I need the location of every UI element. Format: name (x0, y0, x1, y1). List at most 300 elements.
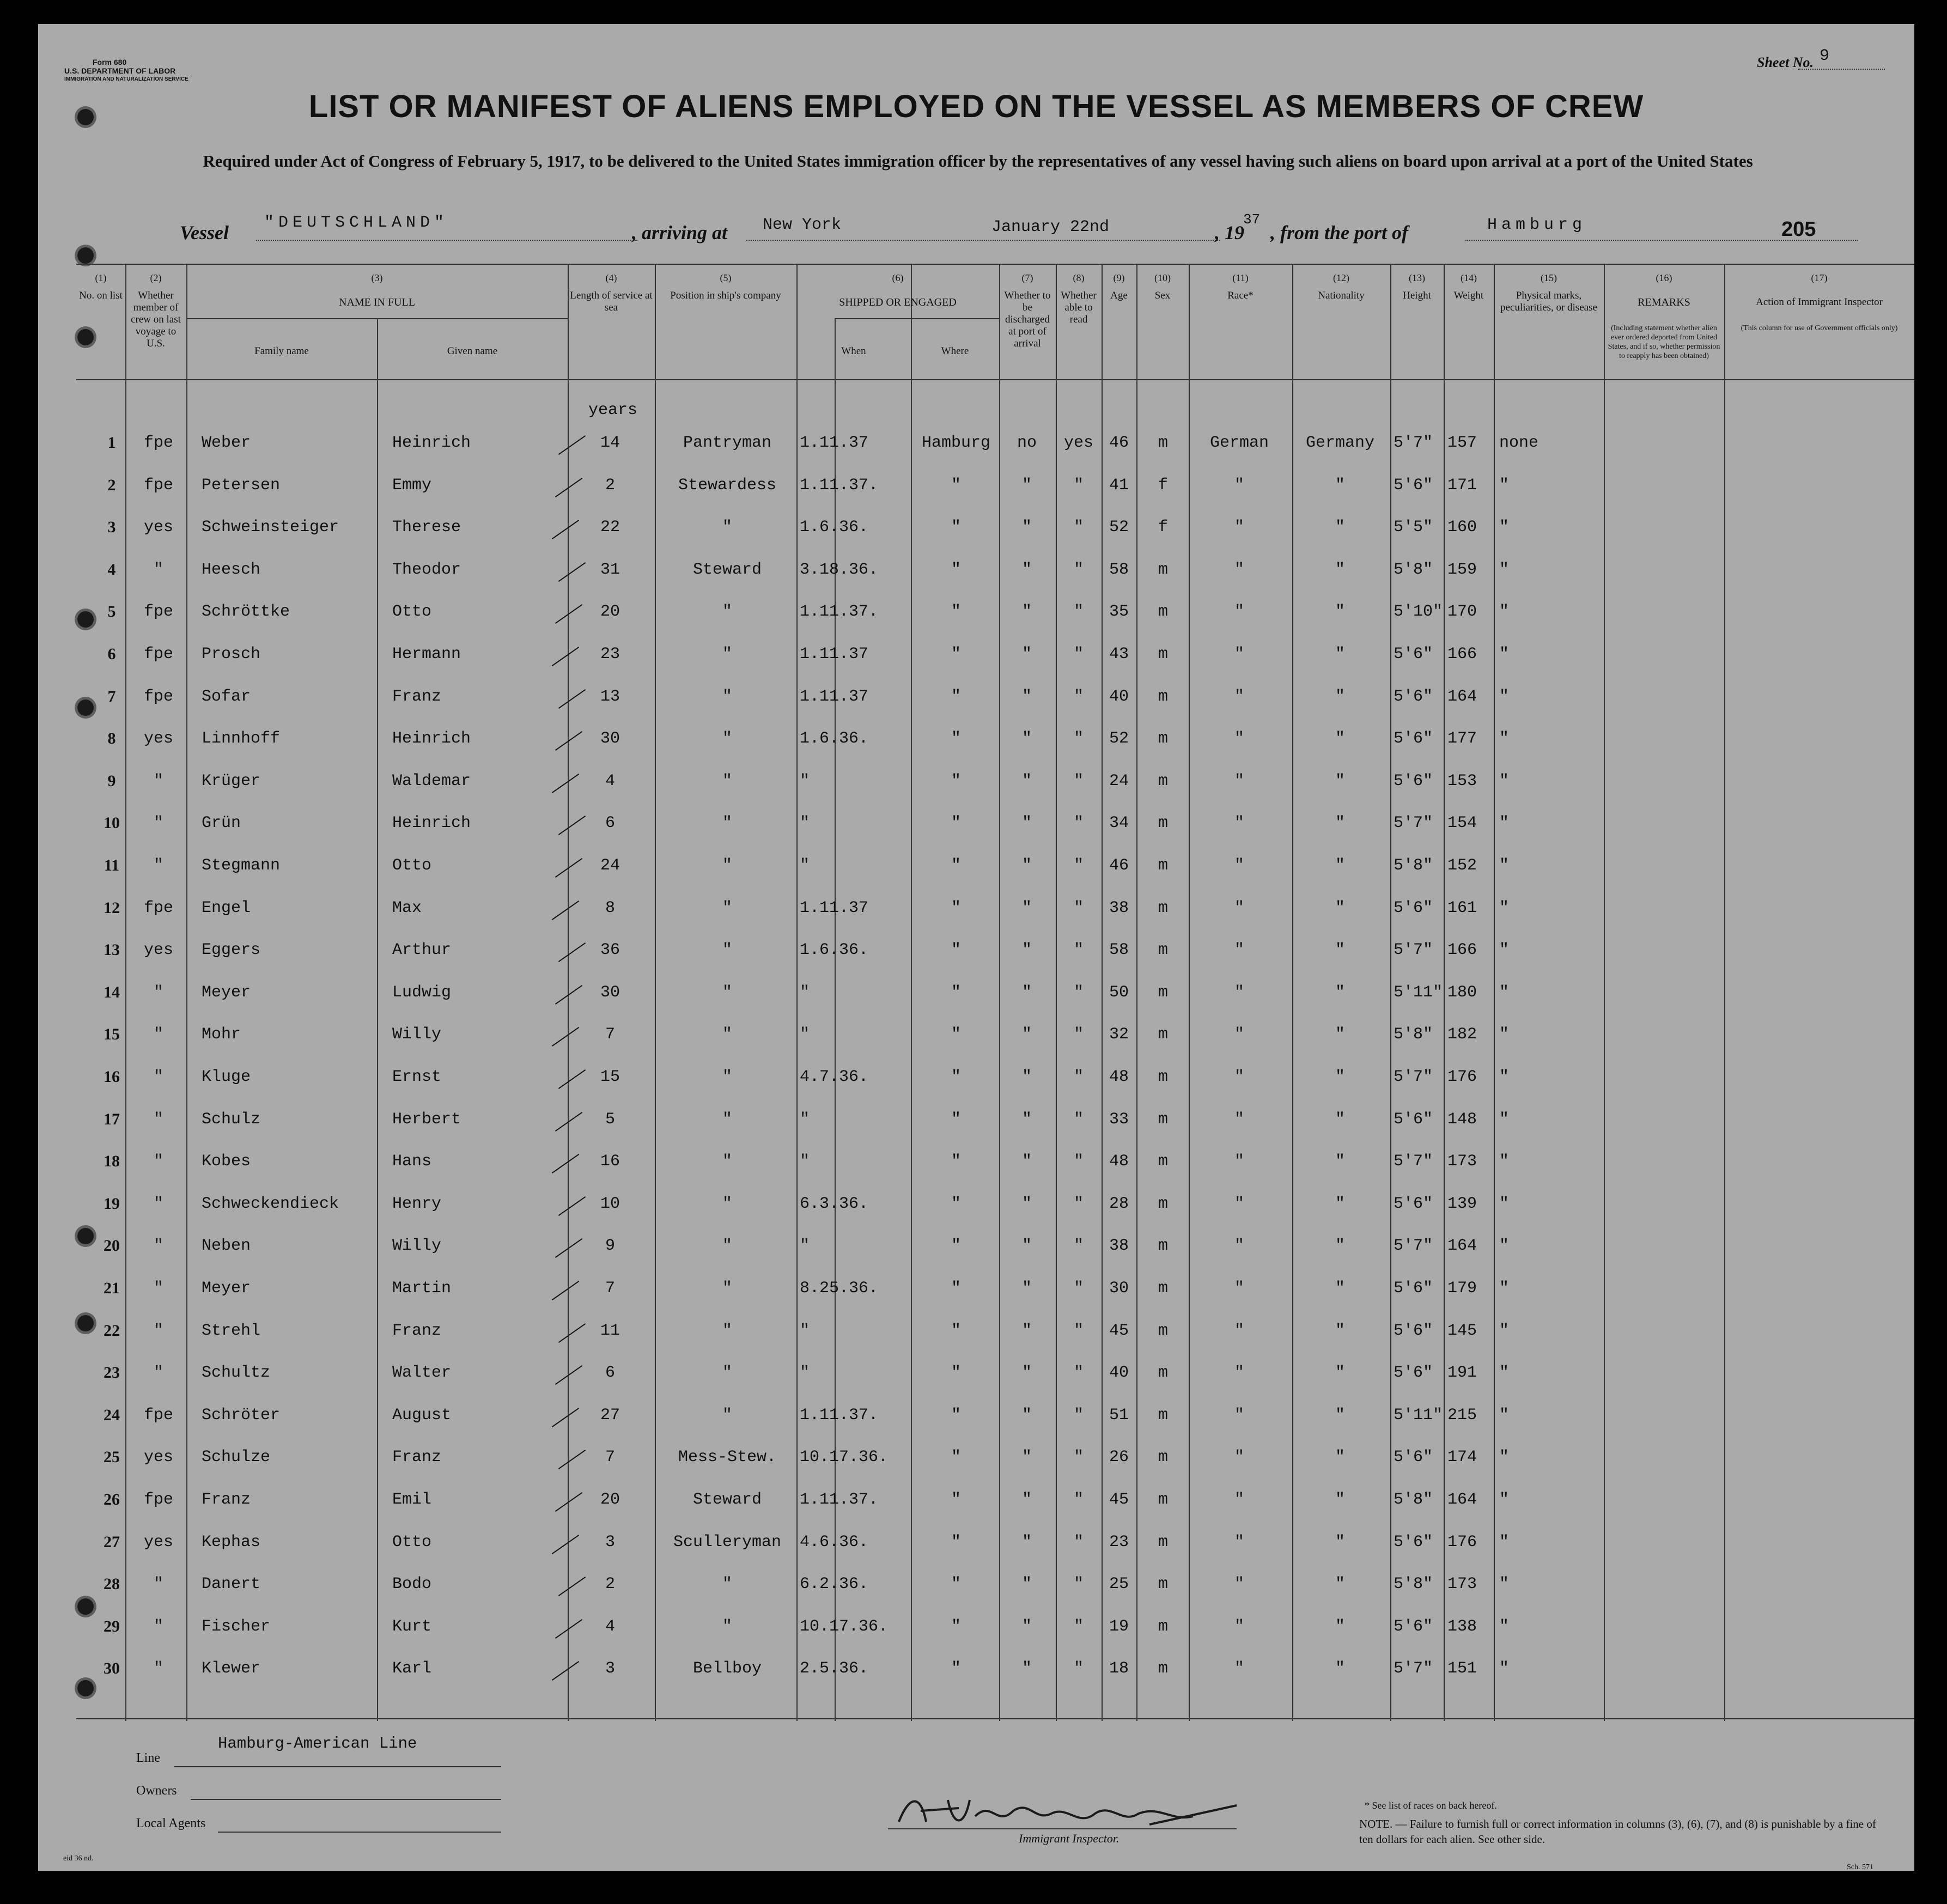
years-unit-label: years (588, 401, 638, 419)
table-cell: " (1073, 1406, 1084, 1425)
table-cell: 164 (1447, 1237, 1477, 1256)
table-cell: Kurt (392, 1617, 432, 1636)
table-cell: 5'7" (1394, 814, 1433, 833)
table-cell: 6.3.36. (800, 1194, 869, 1213)
table-cell: " (1021, 1152, 1032, 1171)
table-cell: 28 (104, 1575, 120, 1593)
table-cell: " (1499, 476, 1510, 495)
table-cell: " (1335, 1110, 1345, 1129)
table-row (76, 1521, 1914, 1561)
table-cell: " (951, 1532, 961, 1552)
table-row (76, 717, 1914, 758)
local-agents-underline (218, 1832, 501, 1833)
table-cell: " (800, 1152, 810, 1171)
from-port-label: , from the port of (1270, 222, 1409, 244)
table-cell: m (1158, 1406, 1168, 1425)
table-cell: 10.17.36. (800, 1617, 889, 1636)
table-cell: " (153, 1575, 163, 1594)
table-cell: " (1335, 983, 1345, 1002)
table-cell: 151 (1447, 1659, 1477, 1678)
table-cell: " (1021, 1364, 1032, 1383)
table-cell: Mess-Stew. (678, 1448, 777, 1467)
column-label: Position in ship's company (670, 290, 781, 301)
table-cell: 7 (605, 1279, 615, 1298)
table-cell: 1.11.37. (800, 1491, 879, 1509)
column-number: (13) (1409, 272, 1425, 283)
table-cell: 5'6" (1394, 476, 1433, 495)
table-cell: " (1073, 1237, 1084, 1256)
table-cell: " (1335, 1617, 1345, 1636)
service-name: IMMIGRATION AND NATURALIZATION SERVICE (64, 76, 188, 82)
table-cell: 35 (1109, 603, 1129, 622)
line-underline (174, 1766, 501, 1767)
table-cell: m (1158, 898, 1168, 917)
table-row (76, 1647, 1914, 1688)
table-cell: " (951, 941, 961, 960)
table-cell: Fischer (202, 1617, 271, 1636)
table-cell: yes (143, 729, 173, 749)
table-cell: " (1021, 729, 1032, 749)
table-cell: 1.6.36. (800, 518, 869, 537)
table-cell: " (1073, 856, 1084, 875)
column-number: (7) (1021, 272, 1033, 283)
table-cell: " (1499, 1279, 1510, 1298)
table-cell: 5'6" (1394, 645, 1433, 664)
table-cell: Pantryman (683, 434, 772, 452)
table-cell: 153 (1447, 771, 1477, 790)
column-number: (2) (150, 272, 162, 283)
table-cell: yes (143, 1448, 173, 1467)
table-cell: Franz (202, 1491, 251, 1509)
check-mark (552, 901, 579, 920)
table-cell: 30 (1109, 1279, 1129, 1298)
column-sublabel: Family name (254, 345, 309, 357)
table-cell: " (1234, 771, 1244, 790)
table-cell: 6 (107, 645, 116, 663)
table-cell: " (1234, 814, 1244, 833)
table-cell: " (951, 1617, 961, 1636)
table-cell: 176 (1447, 1068, 1477, 1086)
vessel-name-line (256, 240, 637, 241)
table-cell: 10.17.36. (800, 1448, 889, 1467)
table-row (76, 676, 1914, 716)
table-row (76, 591, 1914, 631)
table-cell: 9 (605, 1237, 615, 1256)
column-label: Nationality (1318, 290, 1365, 301)
table-cell: Engel (202, 898, 251, 917)
column-number: (6) (892, 272, 904, 283)
table-cell: " (1021, 898, 1032, 917)
table-row (76, 760, 1914, 800)
line-label: Line (136, 1751, 160, 1765)
table-cell: " (951, 856, 961, 875)
table-cell: Germany (1305, 434, 1375, 452)
table-cell: 27 (104, 1532, 120, 1551)
table-cell: " (951, 1364, 961, 1383)
table-cell: " (1335, 1025, 1345, 1044)
table-cell: 46 (1109, 856, 1129, 875)
table-cell: 40 (1109, 1364, 1129, 1383)
table-cell: " (1073, 1491, 1084, 1509)
table-cell: 5'8" (1394, 1575, 1433, 1594)
table-cell: " (1234, 687, 1244, 706)
table-cell: 1.11.37 (800, 687, 869, 706)
check-mark (552, 520, 579, 539)
check-mark (555, 478, 582, 497)
shipped-subheader-line (835, 318, 999, 319)
table-top-border (76, 264, 1914, 265)
column-label: Sex (1154, 290, 1171, 301)
table-cell: 2 (605, 1575, 615, 1594)
table-cell: 19 (104, 1194, 120, 1213)
table-cell: 1.11.37. (800, 603, 879, 622)
table-cell: 10 (600, 1194, 620, 1213)
table-cell: " (951, 1491, 961, 1509)
table-cell: " (1335, 1068, 1345, 1086)
table-cell: " (1335, 1279, 1345, 1298)
table-cell: " (1234, 856, 1244, 875)
table-row (76, 844, 1914, 885)
sheet-number-value: 9 (1820, 47, 1830, 65)
table-cell: Max (392, 898, 422, 917)
table-cell: Therese (392, 518, 461, 537)
table-cell: " (1335, 771, 1345, 790)
table-cell: 5'7" (1394, 434, 1433, 452)
table-cell: m (1158, 771, 1168, 790)
table-row (76, 1225, 1914, 1265)
column-number: (10) (1154, 272, 1171, 283)
table-cell: yes (143, 941, 173, 960)
table-cell: " (951, 1237, 961, 1256)
table-cell: Hamburg (921, 434, 991, 452)
table-cell: " (1073, 1617, 1084, 1636)
table-cell: " (1234, 645, 1244, 664)
check-mark (555, 731, 582, 751)
check-mark (558, 816, 586, 835)
table-cell: m (1158, 941, 1168, 960)
table-cell: " (951, 983, 961, 1002)
column-number: (12) (1333, 272, 1349, 283)
table-cell: 157 (1447, 434, 1477, 452)
table-cell: " (951, 898, 961, 917)
table-cell: 1.11.37 (800, 645, 869, 664)
table-cell: " (153, 1237, 163, 1256)
table-cell: Willy (392, 1237, 442, 1256)
table-cell: " (951, 1575, 961, 1594)
table-cell: " (1073, 814, 1084, 833)
arrival-port: New York (763, 216, 842, 234)
table-row (76, 887, 1914, 927)
table-row (76, 929, 1914, 969)
column-number: (8) (1073, 272, 1085, 283)
table-cell: " (1234, 476, 1244, 495)
table-cell: " (722, 1575, 732, 1594)
table-cell: Steward (692, 1491, 762, 1509)
table-cell: m (1158, 1321, 1168, 1340)
table-cell: m (1158, 1532, 1168, 1552)
form-header-block (64, 58, 188, 84)
table-row (76, 1183, 1914, 1223)
table-cell: " (722, 1237, 732, 1256)
inspector-label: Immigrant Inspector. (1019, 1832, 1119, 1845)
table-cell: Martin (392, 1279, 452, 1298)
table-cell: " (153, 983, 163, 1002)
table-cell: 5'6" (1394, 771, 1433, 790)
table-cell: " (153, 560, 163, 579)
table-cell: 18 (104, 1152, 120, 1171)
table-cell: " (800, 1321, 810, 1340)
table-cell: 5'11" (1394, 983, 1443, 1002)
table-cell: m (1158, 1659, 1168, 1678)
table-cell: m (1158, 1279, 1168, 1298)
table-cell: " (722, 687, 732, 706)
table-cell: Ludwig (392, 983, 452, 1002)
table-cell: 5'6" (1394, 1194, 1433, 1213)
column-number: (5) (720, 272, 732, 283)
table-cell: " (1021, 1194, 1032, 1213)
table-cell: 58 (1109, 560, 1129, 579)
table-cell: m (1158, 687, 1168, 706)
table-cell: " (1073, 941, 1084, 960)
table-row (76, 633, 1914, 673)
table-cell: 164 (1447, 1491, 1477, 1509)
table-cell: " (1335, 560, 1345, 579)
table-cell: m (1158, 645, 1168, 664)
column-label: No. on list (79, 290, 123, 301)
print-code: eid 36 nd. (63, 1854, 94, 1863)
document-title: LIST OR MANIFEST OF ALIENS EMPLOYED ON THE VESSEL AS MEMBERS OF CREW (308, 89, 1644, 124)
table-cell: " (1499, 729, 1510, 749)
check-mark (555, 1238, 582, 1258)
table-cell: " (1335, 941, 1345, 960)
table-cell: " (722, 856, 732, 875)
table-cell: Sofar (202, 687, 251, 706)
table-cell: " (1335, 1321, 1345, 1340)
table-cell: 1.11.37. (800, 476, 879, 495)
table-cell: 5'7" (1394, 941, 1433, 960)
table-cell: " (153, 1152, 163, 1171)
table-cell: m (1158, 729, 1168, 749)
column-label: Action of Immigrant Inspector (1756, 296, 1883, 308)
table-cell: " (1021, 1406, 1032, 1425)
table-cell: " (800, 1364, 810, 1383)
table-cell: " (1335, 476, 1345, 495)
table-cell: m (1158, 560, 1168, 579)
table-cell: m (1158, 1025, 1168, 1044)
column-sublabel: When (841, 345, 866, 357)
table-cell: 5'7" (1394, 1659, 1433, 1678)
table-cell: " (1073, 1575, 1084, 1594)
table-cell: 4 (605, 1617, 615, 1636)
table-cell: " (722, 603, 732, 622)
table-cell: " (153, 1659, 163, 1678)
column-number: (11) (1232, 272, 1249, 283)
table-cell: " (1499, 1364, 1510, 1383)
table-cell: " (722, 983, 732, 1002)
arrival-date-line (986, 240, 1220, 241)
table-cell: 26 (104, 1491, 120, 1508)
table-cell: Strehl (202, 1321, 261, 1340)
table-cell: " (1335, 729, 1345, 749)
table-cell: " (722, 1068, 732, 1086)
table-cell: 24 (1109, 771, 1129, 790)
table-cell: " (1073, 687, 1084, 706)
table-cell: 23 (104, 1364, 120, 1382)
table-cell: 27 (600, 1406, 620, 1425)
table-cell: m (1158, 603, 1168, 622)
table-cell: 28 (1109, 1194, 1129, 1213)
table-row (76, 1310, 1914, 1350)
table-cell: Stewardess (678, 476, 777, 495)
table-cell: " (1499, 1110, 1510, 1129)
table-cell: 5'6" (1394, 898, 1433, 917)
table-cell: " (722, 645, 732, 664)
table-cell: 30 (600, 729, 620, 749)
table-cell: " (722, 814, 732, 833)
table-cell: Heinrich (392, 814, 471, 833)
table-cell: 13 (104, 941, 120, 959)
table-cell: fpe (143, 603, 173, 622)
table-cell: 191 (1447, 1364, 1477, 1383)
table-cell: Kobes (202, 1152, 251, 1171)
note-label: NOTE. (1359, 1817, 1393, 1830)
table-row (76, 1267, 1914, 1307)
table-cell: " (1021, 771, 1032, 790)
table-cell: " (1073, 1279, 1084, 1298)
table-cell: " (153, 1068, 163, 1086)
table-cell: 25 (104, 1448, 120, 1467)
table-cell: 166 (1447, 645, 1477, 664)
arrival-date: January 22nd (991, 218, 1110, 236)
vessel-label: Vessel (180, 222, 229, 244)
table-cell: 41 (1109, 476, 1129, 495)
table-cell: 48 (1109, 1152, 1129, 1171)
table-cell: 180 (1447, 983, 1477, 1002)
table-cell: yes (1063, 434, 1093, 452)
table-cell: " (1073, 898, 1084, 917)
table-cell: 177 (1447, 729, 1477, 749)
table-cell: " (1234, 560, 1244, 579)
table-cell: 171 (1447, 476, 1477, 495)
table-cell: 15 (600, 1068, 620, 1086)
table-cell: 48 (1109, 1068, 1129, 1086)
table-cell: " (1021, 1532, 1032, 1552)
table-cell: " (1234, 1406, 1244, 1425)
table-cell: Emmy (392, 476, 432, 495)
column-number: (17) (1811, 272, 1828, 283)
table-cell: Otto (392, 1532, 432, 1552)
table-cell: Franz (392, 1448, 442, 1467)
table-cell: m (1158, 434, 1168, 452)
table-row (76, 1098, 1914, 1139)
check-mark (558, 1196, 586, 1216)
table-cell: Schulze (202, 1448, 271, 1467)
table-cell: 22 (600, 518, 620, 537)
check-mark (555, 1492, 582, 1512)
column-number: (9) (1113, 272, 1125, 283)
table-cell: m (1158, 983, 1168, 1002)
table-cell: " (951, 1448, 961, 1467)
table-cell: 4.7.36. (800, 1068, 869, 1086)
table-cell: " (1335, 1364, 1345, 1383)
table-cell: 1.6.36. (800, 729, 869, 749)
table-cell: " (1234, 1364, 1244, 1383)
table-cell: 19 (1109, 1617, 1129, 1636)
table-cell: 5'11" (1394, 1406, 1443, 1425)
table-cell: " (1021, 856, 1032, 875)
table-cell: 23 (1109, 1532, 1129, 1552)
table-cell: 14 (104, 983, 120, 1001)
table-cell: " (951, 1279, 961, 1298)
table-cell: " (1499, 687, 1510, 706)
department-name: U.S. DEPARTMENT OF LABOR (64, 66, 176, 75)
table-cell: " (1234, 1279, 1244, 1298)
table-cell: Hermann (392, 645, 461, 664)
table-cell: " (1073, 1025, 1084, 1044)
table-cell: 9 (107, 771, 116, 790)
table-cell: 176 (1447, 1532, 1477, 1552)
table-cell: 29 (104, 1617, 120, 1635)
arrival-year: 37 (1243, 211, 1261, 228)
column-label: Height (1403, 290, 1431, 301)
table-cell: 24 (600, 856, 620, 875)
table-cell: " (1499, 1491, 1510, 1509)
table-cell: 18 (1109, 1659, 1129, 1678)
document-subtitle: Required under Act of Congress of February 5, 1917, to be delivered to the United States immigration officer by the representatives of any vessel having such aliens on board upon arrival at a port of the United States (203, 151, 1753, 171)
table-cell: " (1499, 1321, 1510, 1340)
table-row (76, 464, 1914, 504)
column-number: (14) (1461, 272, 1477, 283)
table-cell: m (1158, 1152, 1168, 1171)
table-cell: " (1021, 1321, 1032, 1340)
check-mark (552, 774, 579, 793)
table-cell: " (1021, 1575, 1032, 1594)
table-cell: 2 (605, 476, 615, 495)
table-cell: 5'6" (1394, 1617, 1433, 1636)
table-cell: 215 (1447, 1406, 1477, 1425)
table-cell: Herbert (392, 1110, 461, 1129)
table-cell: Kluge (202, 1068, 251, 1086)
table-cell: " (1073, 1364, 1084, 1383)
check-mark (555, 604, 582, 624)
table-row (76, 802, 1914, 842)
table-cell: " (153, 1279, 163, 1298)
table-cell: " (800, 1237, 810, 1256)
table-cell: " (1234, 941, 1244, 960)
column-number: (3) (371, 272, 383, 283)
check-mark (552, 1027, 579, 1047)
table-cell: m (1158, 1491, 1168, 1509)
table-cell: " (951, 476, 961, 495)
table-cell: fpe (143, 434, 173, 452)
table-cell: " (1021, 560, 1032, 579)
table-cell: 154 (1447, 814, 1477, 833)
table-cell: " (1499, 856, 1510, 875)
table-cell: f (1158, 518, 1168, 537)
table-cell: " (153, 1617, 163, 1636)
table-cell: " (1234, 1152, 1244, 1171)
table-cell: " (1499, 1194, 1510, 1213)
table-cell: 8.25.36. (800, 1279, 879, 1298)
sheet-code: 205 (1781, 218, 1816, 241)
inspector-signature (888, 1784, 1242, 1838)
table-cell: 1.11.37. (800, 1406, 879, 1425)
table-cell: " (1073, 476, 1084, 495)
table-cell: 1.11.37 (800, 898, 869, 917)
table-cell: 5'10" (1394, 603, 1443, 622)
table-cell: Kephas (202, 1532, 261, 1552)
departure-port: Hamburg (1487, 216, 1587, 234)
